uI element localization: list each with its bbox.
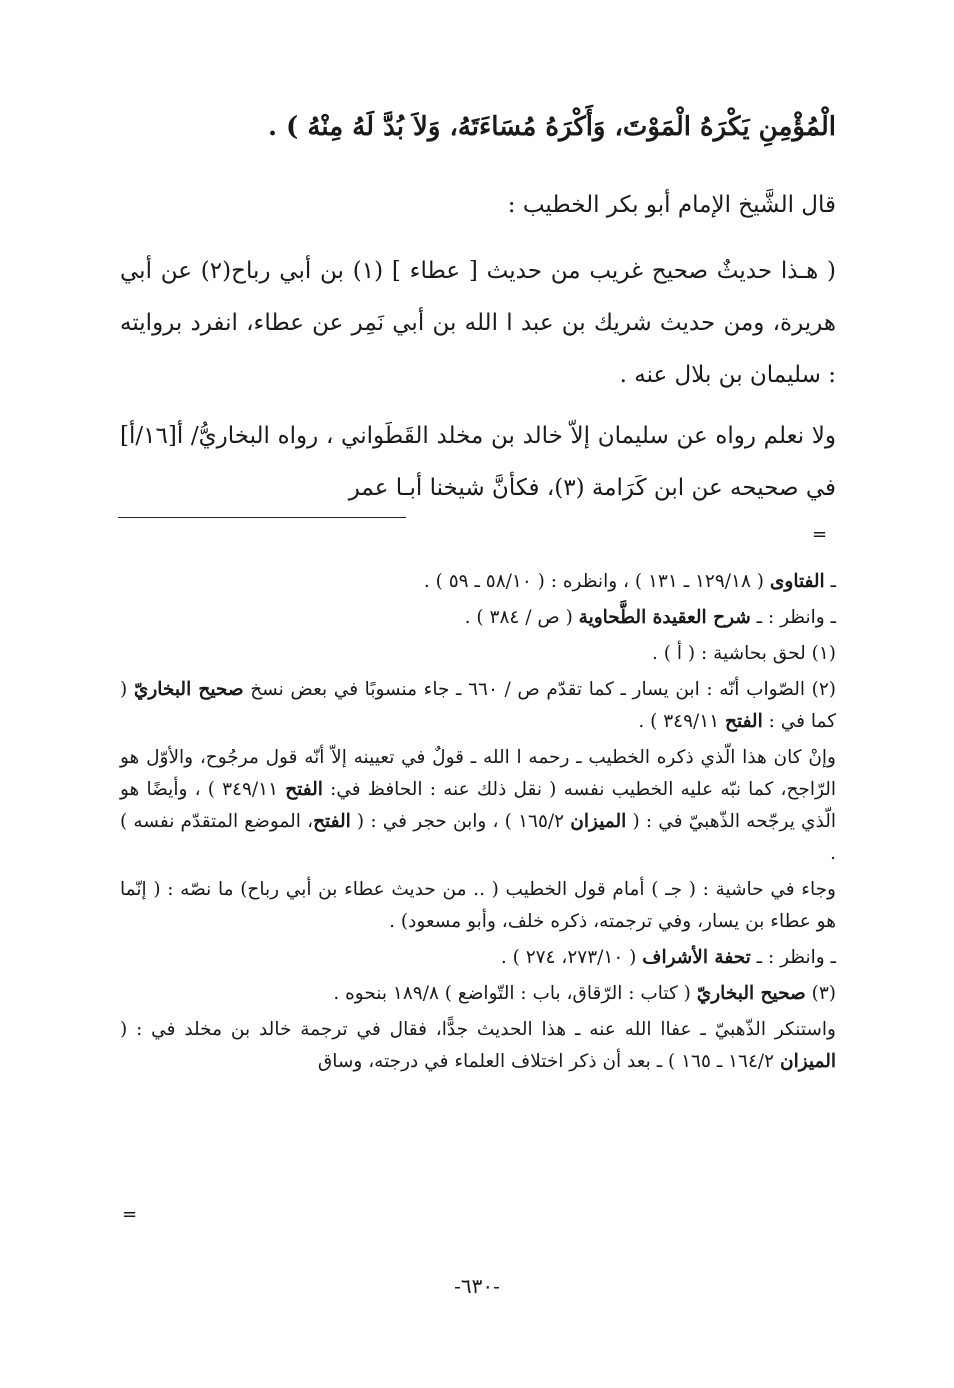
footnote-1: (١) لحق بحاشية : ( أ ) . <box>652 643 836 664</box>
footnote-2-paragraph-4: ـ وانظر : ـ تحفة الأشراف ( ٢٧٣/١٠، ٢٧٤ ) . <box>500 947 836 968</box>
continuation-mark-top: = <box>812 524 828 545</box>
speaker-line: قال الشَّيخ الإمام أبو بكر الخطيب : <box>507 192 836 218</box>
main-paragraph-2-text: ولا نعلم رواه عن سليمان إلاّ خالد بن مخلد القَطَواني ، رواه البخاريُّ/ أ[١٦/أ] في صحيحه عن ابن كَرَامة (٣)، فكأنَّ شيخنا أبـا عمر <box>120 423 836 501</box>
main-text-line-2 <box>120 192 836 218</box>
main-paragraph-2 <box>120 410 836 514</box>
footnote-3-paragraph-2: واستنكر الذّهبيّ ـ عفاا الله عنه ـ هذا الحديث جدًّا، فقال في ترجمة خالد بن مخلد في : ( الميزان ١٦٤/٢ ـ ١٦٥ ) ـ بعد أن ذكر اختلاف العلماء في درجته، وساق <box>120 1019 836 1072</box>
footnote-2-paragraph-3: وجاء في حاشية : ( جـ ) أمام قول الخطيب ( .. من حديث عطاء بن أبي رباح) ما نصّه : ( إنّما هو عطاء بن يسار، وفي ترجمته، ذكره خلف، وأبو مسعود) . <box>120 879 836 932</box>
page-number: -٦٣٠- <box>454 1274 500 1298</box>
hadith-ending: الْمُؤْمِنِ يَكْرَهُ الْمَوْتَ، وَأَكْرَهُ مُسَاءَتَهُ، وَلاَ بُدَّ لَهُ مِنْهُ ) . <box>267 112 836 142</box>
footnote-aqida: ـ وانظر : ـ شرح العقيدة الطَّحاوية ( ص / ٣٨٤ ) . <box>464 607 836 628</box>
main-paragraph-1-text: ( هـذا حديثٌ صحيح غريب من حديث [ عطاء ] (١) بن أبي رباح(٢) عن أبي هريرة، ومن حديث شريك بن عبد ا الله بن أبي نَمِر عن عطاء، انفرد بروايته : سليمان بن بلال عنه . <box>120 258 836 388</box>
footnote-3: (٣) صحيح البخاريّ ( كتاب : الرّقاق، باب : التّواضع ) ١٨٩/٨ بنحوه . <box>333 983 836 1004</box>
footnote-separator <box>118 517 406 518</box>
continuation-mark-bottom: = <box>122 1204 138 1225</box>
footnote-2: (٢) الصّواب أنّه : ابن يسار ـ كما تقدّم ص / ٦٦٠ ـ جاء منسوبًا في بعض نسخ صحيح البخاريّ ( كما في : الفتح ٣٤٩/١١ ) . <box>120 679 837 732</box>
footnotes <box>120 566 836 1082</box>
main-text-line-1 <box>120 112 836 142</box>
main-paragraph-1 <box>120 245 836 401</box>
footnote-2-paragraph-2: وإنْ كان هذا الّذي ذكره الخطيب ـ رحمه ا الله ـ قولٌ في تعيينه إلاّ أنّه قول مرجُوح، والأوّل هو الرّاجح، كما نبّه عليه الخطيب نفسه ( نقل ذلك عنه : الحافظ في: الفتح ٣٤٩/١١ ) ، وأيضًا هو الّذي يرجّحه الذّهبيّ في : ( الميزان ١٦٥/٢ ) ، وابن حجر في : ( الفتح، الموضع المتقدّم نفسه ) . <box>120 747 836 864</box>
footnote-fatawa: ـ الفتاوى ( ١٢٩/١٨ ـ ١٣١ ) ، وانظره : ( ٥٨/١٠ ـ ٥٩ ) . <box>423 571 836 592</box>
